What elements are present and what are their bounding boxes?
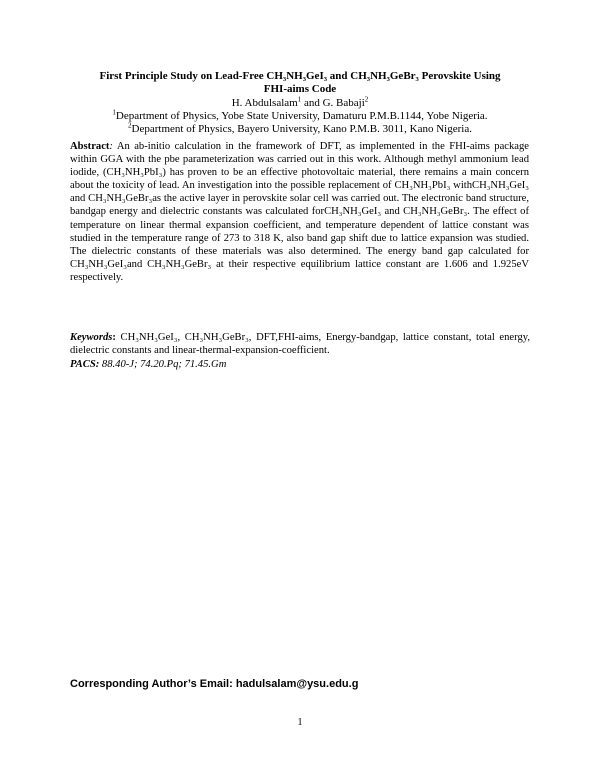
affiliation-2-text: Department of Physics, Bayero University, Kano P.M.B. 3011, Kano Nigeria.	[131, 123, 472, 135]
affiliation-2-sup: 2	[128, 121, 132, 130]
keywords-colon: :	[112, 332, 116, 343]
affiliation-1	[70, 110, 530, 123]
title-chem-1: CH₃NH₃GeI₃	[266, 70, 328, 82]
authors-joiner: and	[301, 97, 323, 109]
author-1-sup: 1	[297, 95, 302, 104]
authors-line	[70, 97, 530, 110]
title-line-2: FHI-aims Code	[263, 83, 337, 95]
keywords-text: CH₃NH₃GeI₃, CH₃NH₃GeBr₃, DFT,FHI-aims, Energy-bandgap, lattice constant, total energy, dielectric constants and linear-thermal-expansion-coefficient.	[70, 332, 530, 356]
author-2-sup: 2	[364, 95, 369, 104]
author-1: H. Abdulsalam	[231, 97, 298, 109]
keywords-block	[70, 331, 530, 357]
pacs-label: PACS:	[70, 359, 100, 370]
abstract-text: An ab-initio calculation in the framework of DFT, as implemented in the FHI-aims package within GGA with the pbe parameterization was carried out in this work. Although methyl ammonium lead iodide, (CH₃NH₃PbI₃) has proven to be an effective photovoltaic material, there remains a main concern about the toxicity of lead. An investigation into the possible replacement of CH₃NH₃PbI₃ withCH₃NH₃GeI₃ and CH₃NH₃GeBr₃as the active layer in perovskite solar cell was carried out. The electronic band structure, bandgap energy and dielectric constants was calculated forCH₃NH₃GeI₃ and CH₃NH₃GeBr₃. The effect of temperature on linear thermal expansion coefficient, and temperature dependent of lattice constant was studied in the temperature range of 273 to 318 K, also band gap shift due to lattice expansion was studied. The dielectric constants of these materials was also determined. The energy band gap calculated for CH₃NH₃GeI₃and CH₃NH₃GeBr₃ at their respective equilibrium lattice constant are 1.606 and 1.925eV respectively.	[70, 141, 529, 283]
title-suffix: Perovskite Using	[418, 70, 501, 82]
title-chem-2: CH₃NH₃GeBr₃	[350, 70, 419, 82]
title-prefix: First Principle Study on Lead-Free	[99, 70, 267, 82]
abstract-colon: :	[109, 141, 113, 152]
corresponding-author: Corresponding Author’s Email: hadulsalam@ysu.edu.g	[70, 678, 359, 690]
affiliation-1-text: Department of Physics, Yobe State University, Damaturu P.M.B.1144, Yobe Nigeria.	[115, 110, 488, 122]
pacs-text: 88.40-J; 74.20.Pq; 71.45.Gm	[99, 359, 227, 370]
abstract-label: Abstract	[70, 141, 110, 152]
abstract-block	[70, 140, 529, 284]
pacs-line	[70, 358, 226, 371]
title-and: and	[327, 70, 351, 82]
affiliation-1-sup: 1	[112, 108, 116, 117]
author-2: G. Babaji	[322, 97, 365, 109]
keywords-label: Keywords	[70, 332, 113, 343]
affiliation-2	[70, 123, 530, 136]
paper-title	[70, 70, 530, 96]
page-number: 1	[297, 717, 303, 728]
